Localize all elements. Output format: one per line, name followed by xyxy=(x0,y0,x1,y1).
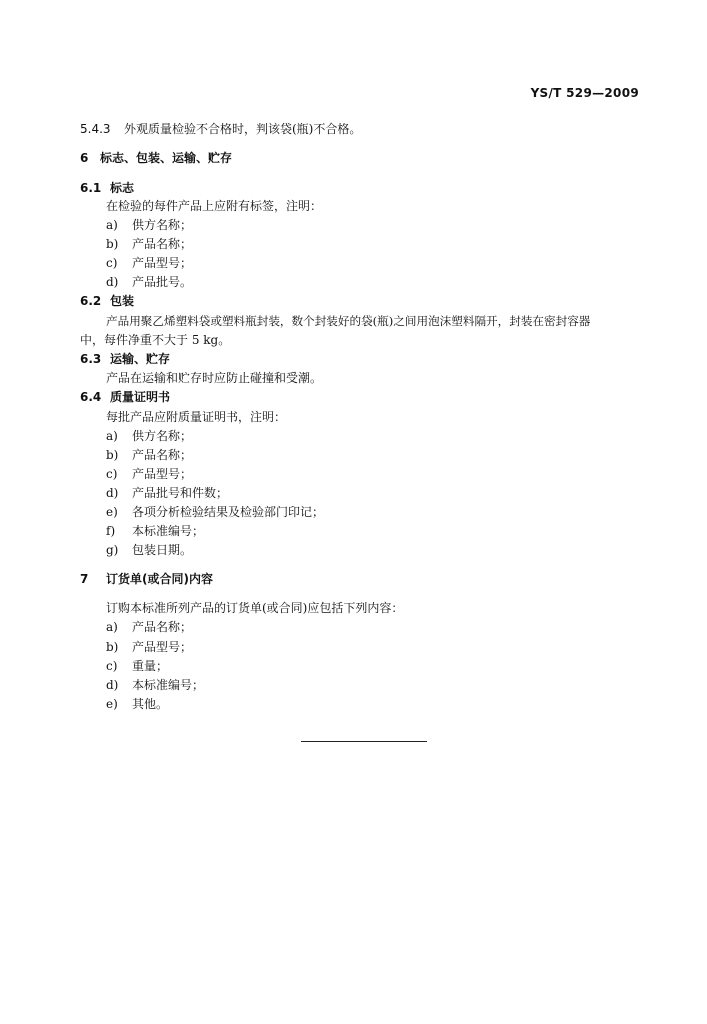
section-6-1-intro: 在检验的每件产品上应附有标签，注明： xyxy=(106,199,323,213)
list-item: a) 供方名称； xyxy=(106,429,193,443)
section-6-2-text-line2: 中，每件净重不大于 5 kg。 xyxy=(80,333,231,347)
list-item: e) 各项分析检验结果及检验部门印记； xyxy=(106,505,325,519)
section-6-2-heading xyxy=(80,293,134,309)
section-title: 标志 xyxy=(110,181,135,195)
section-7-heading xyxy=(80,571,213,587)
section-6-3-text: 产品在运输和贮存时应防止碰撞和受潮。 xyxy=(106,371,323,385)
list-item: d) 产品批号和件数； xyxy=(106,486,229,500)
list-item: b) 产品型号； xyxy=(106,640,193,654)
section-title: 包装 xyxy=(110,294,135,308)
clause-text: 外观质量检验不合格时，判该袋(瓶)不合格。 xyxy=(124,122,362,136)
list-item: b) 产品名称； xyxy=(106,237,193,251)
list-item: b) 产品名称； xyxy=(106,448,193,462)
section-6-2-text-line1: 产品用聚乙烯塑料袋或塑料瓶封装，数个封装好的袋(瓶)之间用泡沫塑料隔开，封装在密封容器 xyxy=(106,314,591,328)
list-item: g) 包装日期。 xyxy=(106,543,193,557)
section-number: 7 xyxy=(80,572,89,586)
section-7-intro: 订购本标准所列产品的订货单(或合同)应包括下列内容： xyxy=(106,601,404,615)
list-item: e) 其他。 xyxy=(106,697,169,711)
section-number: 6.4 xyxy=(80,390,102,404)
section-6-4-intro: 每批产品应附质量证明书，注明： xyxy=(106,410,287,424)
section-title: 订货单(或合同)内容 xyxy=(106,572,213,586)
section-6-1-heading xyxy=(80,180,134,196)
section-title: 质量证明书 xyxy=(110,390,171,404)
clause-5-4-3 xyxy=(80,121,361,137)
section-6-heading xyxy=(80,150,232,166)
section-number: 6.3 xyxy=(80,352,102,366)
list-item: c) 产品型号； xyxy=(106,467,193,481)
section-number: 6 xyxy=(80,151,89,165)
list-item: c) 产品型号； xyxy=(106,256,193,270)
list-item: d) 产品批号。 xyxy=(106,275,193,289)
list-item: f) 本标准编号； xyxy=(106,524,205,538)
section-number: 6.1 xyxy=(80,181,102,195)
list-item: c) 重量； xyxy=(106,659,169,673)
clause-number: 5.4.3 xyxy=(80,122,111,136)
list-item: a) 产品名称； xyxy=(106,620,193,634)
list-item: a) 供方名称； xyxy=(106,218,193,232)
list-item: d) 本标准编号； xyxy=(106,678,205,692)
section-number: 6.2 xyxy=(80,294,102,308)
section-6-4-heading xyxy=(80,389,170,405)
section-title: 运输、贮存 xyxy=(110,352,171,366)
section-6-3-heading xyxy=(80,351,170,367)
section-title: 标志、包装、运输、贮存 xyxy=(100,151,233,165)
document-id: YS/T 529—2009 xyxy=(530,86,639,100)
end-rule xyxy=(301,741,427,742)
